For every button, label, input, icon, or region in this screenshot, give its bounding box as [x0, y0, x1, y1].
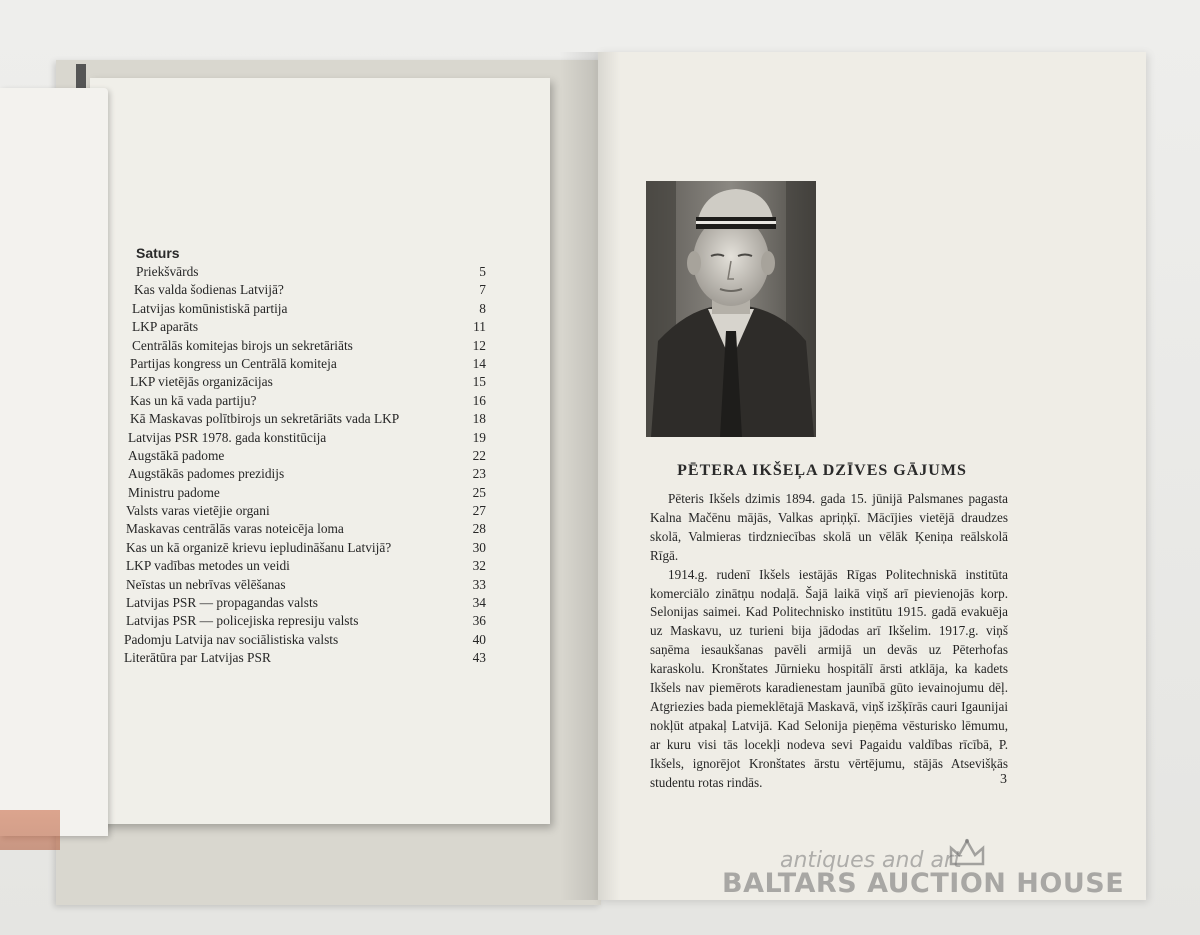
toc-item-title: Kas un kā organizē krievu iepludināšanu Latvijā?	[126, 539, 392, 555]
cover-strip	[0, 88, 108, 836]
toc-item-page: 34	[472, 595, 486, 611]
toc-item-page: 8	[479, 300, 486, 316]
toc-item-page: 5	[479, 264, 486, 279]
toc-item-title: Kas un kā vada partiju?	[130, 392, 257, 408]
bio-title: PĒTERA IKŠEĻA DZĪVES GĀJUMS	[677, 462, 967, 479]
toc-item-title: Latvijas PSR — propagandas valsts	[126, 595, 318, 611]
toc-item	[126, 465, 488, 483]
watermark-brand: BALTARS AUCTION HOUSE	[722, 868, 1125, 899]
toc-item-title: Padomju Latvija nav sociālistiska valsts	[124, 631, 339, 647]
toc-item-page: 14	[472, 355, 486, 371]
toc-item	[126, 484, 488, 502]
bio-paragraph: Pēteris Ikšels dzimis 1894. gada 15. jūnijā Palsmanes pagasta Kalna Mačēnu mājās, Valkas apriņķī. Mācījies vietējā draudzes skolā, Valmieras tirdzniecības skolā un vēlāk Ķeniņa reālskolā Rīgā.	[650, 491, 1008, 563]
toc-item	[126, 576, 488, 594]
toc-item-title: Kas valda šodienas Latvijā?	[134, 282, 284, 298]
cover-strip-edge	[0, 810, 60, 850]
watermark-tagline: antiques and art	[780, 848, 962, 873]
toc-item	[126, 281, 488, 299]
bio-paragraph: 1914.g. rudenī Ikšels iestājās Rīgas Politechniskā institūta komerciālo zinātņu nodaļā. Šajā laikā viņš arī pievienojās korp. Selonijas saimei. Kad Politechnisko institūtu 1915. gadā evakuēja uz Maskavu, uz turieni bija jādodas arī Ikšelim. 1917.g. viņš saņēma iesaukšanas pavēli armijā un devās uz Pēterhofas karaskolu. Kronštates Jūrnieku hospitālī ārsti atklāja, ka kadets Ikšels nav piemērots karadienestam jaunībā gūto ievainojumu dēļ. Atgriezies bada piemeklētajā Maskavā, viņš izšķīrās cauri Igaunijai nokļūt atpakaļ Latvijā. Kad Selonija pieņēma vēsturisko lēmumu, ar kuru visi tās locekļi nodeva sevi Pagaidu valdības rīcībā, P. Ikšels, ignorējot Kronštates ārstu vērtējumu, stājās Atsevišķās studentu rotas rindās.	[650, 566, 1008, 790]
toc-item-page: 19	[472, 429, 486, 445]
toc-item-page: 16	[472, 392, 486, 408]
toc-item-page: 11	[473, 319, 486, 335]
toc-item-title: LKP vadības metodes un veidi	[126, 558, 290, 574]
toc-list	[126, 263, 488, 668]
toc-item	[126, 263, 488, 281]
toc-title: Saturs	[136, 245, 180, 261]
toc-item	[126, 557, 488, 575]
toc-item-title: Latvijas PSR 1978. gada konstitūcija	[128, 429, 327, 445]
toc-item	[126, 612, 488, 630]
toc-item-page: 43	[472, 650, 486, 666]
toc-item-title: Priekšvārds	[136, 264, 199, 279]
spine-shadow	[560, 52, 620, 900]
toc-item	[126, 649, 488, 667]
toc-item-title: Neīstas un nebrīvas vēlēšanas	[126, 576, 286, 592]
toc-item-title: Kā Maskavas polītbirojs un sekretāriāts vada LKP	[130, 411, 400, 427]
toc-item-page: 12	[472, 337, 486, 353]
toc-item-page: 27	[472, 503, 486, 519]
toc-item-title: LKP vietējās organizācijas	[130, 374, 273, 390]
toc-item-page: 18	[472, 411, 486, 427]
toc-item-title: Augstākās padomes prezidijs	[128, 466, 285, 482]
toc-item-title: Ministru padome	[128, 484, 220, 500]
toc-item-title: Valsts varas vietējie organi	[126, 503, 270, 519]
toc-item	[126, 502, 488, 520]
toc-item-title: Latvijas PSR — policejiska represiju valsts	[126, 613, 359, 629]
toc-item	[126, 447, 488, 465]
toc-item	[126, 539, 488, 557]
portrait-photo	[646, 181, 816, 437]
toc-item	[126, 392, 488, 410]
toc-item-title: Centrālās komitejas birojs un sekretāriāts	[132, 337, 353, 353]
toc-item	[126, 594, 488, 612]
toc-item-title: Literātūra par Latvijas PSR	[124, 650, 271, 666]
toc-item-page: 28	[472, 521, 486, 537]
page-number: 3	[1000, 772, 1007, 787]
toc-item-page: 25	[472, 484, 486, 500]
toc-item-page: 36	[472, 613, 486, 629]
toc-item	[126, 373, 488, 391]
toc-item-title: LKP aparāts	[132, 319, 199, 335]
toc-item-page: 23	[472, 466, 486, 482]
toc-item-page: 32	[472, 558, 486, 574]
toc-item-page: 15	[472, 374, 486, 390]
toc-item	[126, 520, 488, 538]
toc-item-title: Augstākā padome	[128, 447, 225, 463]
bio-text	[650, 490, 1008, 793]
toc-item	[126, 337, 488, 355]
toc-item	[126, 318, 488, 336]
toc-item-title: Latvijas komūnistiskā partija	[132, 300, 288, 316]
toc-item	[126, 410, 488, 428]
toc-item-page: 30	[472, 539, 486, 555]
toc-item	[126, 355, 488, 373]
portrait-image	[646, 181, 816, 437]
toc-item-page: 40	[472, 631, 486, 647]
toc-item	[126, 429, 488, 447]
toc-item-title: Maskavas centrālās varas noteicēja loma	[126, 521, 344, 537]
toc-item-page: 7	[479, 282, 486, 298]
toc-item-page: 33	[472, 576, 486, 592]
toc-item-page: 22	[472, 447, 486, 463]
toc-item-title: Partijas kongress un Centrālā komiteja	[130, 355, 337, 371]
toc-item	[126, 300, 488, 318]
toc-item	[126, 631, 488, 649]
